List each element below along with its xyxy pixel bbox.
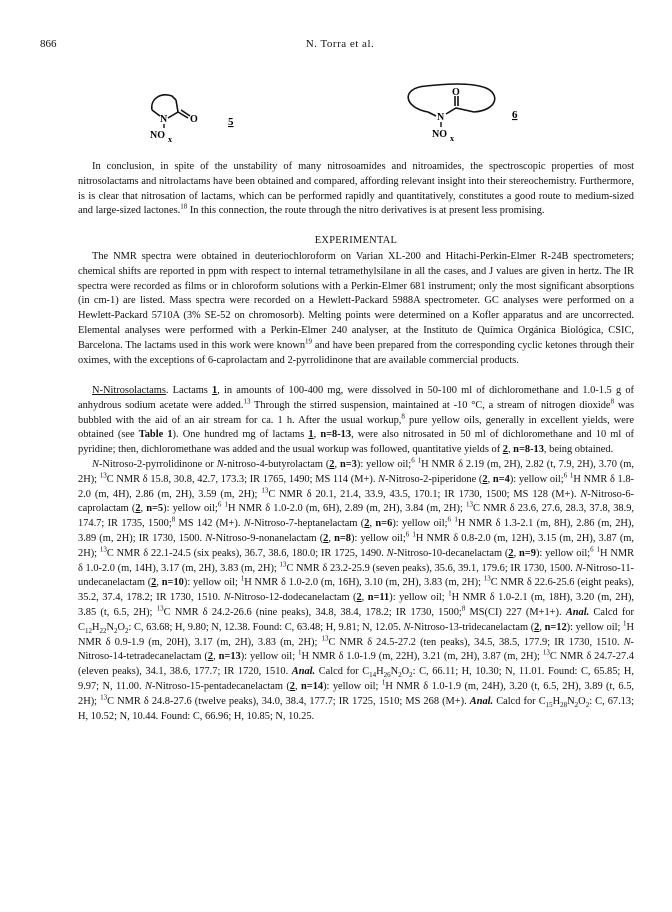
x-subscript: x <box>450 134 454 143</box>
experimental-heading: EXPERIMENTAL <box>314 235 398 246</box>
experimental-text-end: and have been prepared from the corresponding cyclic ketones through their oximes, with the exceptions of 6-caprolactam and 2-pyrrolidinone that are available commercial products. <box>78 339 635 366</box>
n-atom-label: N <box>437 112 445 123</box>
o-atom-label: O <box>452 87 460 98</box>
nitrosolactams-section: N-Nitrosolactams. Lactams 1, in amounts of 100-400 mg, were dissolved in 50-100 ml of dichloromethane and 1.0-1.5 g of anhydrous sodium acetate were added.$^{13}$ Through the stirred suspension, maintained at -10 °C, a stream of nitrogen dioxide$^8$ was bubbled with the aid of an air stream for ca. 1 h. After the usual workup,$^8$ pure yellow oils, generally in excellent yields, were obtained (see Table 1). One hundred mg of lactams 1, n=8-13, were also nitrosated in 50 ml of dichloromethane and 10 ml of pyridine; then, dichloromethane was added and the usual workup was followed, quantitative yields of 2, n=8-13, being obtained. N-Nitroso-2-pyrrolidinone or N-nitroso-4-butyrolactam (2, n=3): yellow oil;$^6$ $^1$H NMR δ 2.19 (m, 2H), 2.82 (t, 7.9, 2H), 3.70 (m, 2H); $^{13}$C NMR δ 15.8, 30.8, 42.7, 173.3; IR 1765, 1490; MS 114 (M+). N-Nitroso-2-piperidone (2, n=4): yellow oil;$^6$ $^1$H NMR δ 1.8-2.0 (m, 4H), 2.86 (m, 2H), 3.59 (m, 2H); $^{13}$C NMR δ 20.1, 21.4, 33.9, 43.5, 170.1; IR 1730, 1500; MS 128 (M+). N-Nitroso-6-caprolactam (2, n=5): yellow oil;$^6$ $^1$H NMR δ 1.0-2.0 (m, 6H), 2.89 (m, 2H), 3.84 (m, 2H); $^{13}$C NMR δ 23.6, 27.6, 28.3, 37.8, 38.9, 174.7; IR 1735, 1500;$^8$ MS 142 (M+). N-Nitroso-7-heptanelactam (2, n=6): yellow oil;$^6$ $^1$H NMR δ 1.3-2.1 (m, 8H), 2.86 (m, 2H), 3.89 (m, 2H); IR 1730, 1500. N-Nitroso-9-nonanelactam (2, n=8): yellow oil;$^6$ $^1$H NMR δ 0.8-2.0 (m, 12H), 3.15 (m, 2H), 3.87 (m, 2H); $^{13}$C NMR δ 22.1-24.5 (six peaks), 36.7, 38.6, 180.0; IR 1725, 1490. N-Nitroso-10-decanelactam (2, n=9): yellow oil;$^6$ $^1$H NMR δ 1.0-2.0 (m, 14H), 3.17 (m, 2H), 3.83 (m, 2H); $^{13}$C NMR δ 23.2-25.9 (seven peaks), 35.6, 39.1, 179.6; IR 1730, 1500. N-Nitroso-11-undecanelactam (2, n=10): yellow oil; $^1$H NMR δ 1.0-2.0 (m, 16H), 3.10 (m, 2H), 3.83 (m, 2H); $^{13}$C NMR δ 22.6-25.6 (eight peaks), 35.2, 37.4, 178.2; IR 1730, 1510. N-Nitroso-12-dodecanelactam (2, n=11): yellow oil; $^1$H NMR δ 1.0-2.1 (m, 18H), 3.20 (m, 2H), 3.85 (t, 6.5, 2H); $^{13}$C NMR δ 24.2-26.6 (nine peaks), 34.8, 38.4, 178.2; IR 1730, 1500;$^8$ MS(CI) 227 (M+1+). Anal. Calcd for $C_{12}H_{22}N_2O_2$: C, 63.68; H, 9.80; N, 12.38. Found: C, 63.48; H, 9.81; N, 12.05. N-Nitroso-13-tridecanelactam (2, n=12): yellow oil; $^1$H NMR δ 0.9-1.9 (m, 20H), 3.17 (m, 2H), 3.83 (m, 2H); $^{13}$C NMR δ 24.5-27.2 (ten peaks), 34.5, 38.5, 177.9; IR 1730, 1510. N-Nitroso-14-tetradecanelactam (2, n=13): yellow oil; $^1$H NMR δ 1.0-1.9 (m, 22H), 3.21 (m, 2H), 3.87 (m, 2H); $^{13}$C NMR δ 24.7-27.4 (eleven peaks), 34.1, 38.6, 177.7; IR 1720, 1510. Anal. Calcd for $C_{14}H_{26}N_2O_2$: C, 66.11; H, 10.30; N, 11.01. Found: C, 65.85; H, 9.97; N, 11.00. N-Nitroso-15-pentadecanelactam (2, n=14): yellow oil; $^1$H NMR δ 1.0-1.9 (m, 24H), 3.20 (t, 6.5, 2H), 3.89 (t, 6.5, 2H); $^{13}$C NMR δ 24.8-27.6 (twelve peaks), 34.0, 38.4, 177.7; IR 1725, 1510; MS 268 (M+). Anal. Calcd for $C_{15}H_{28}N_2O_2$: C, 67.13; H, 10.52; N, 10.44. Found: C, 66.96; H, 10.85; N, 10.25. <box>78 385 635 722</box>
compound-number-6: 6 <box>512 109 518 121</box>
reference-19: 19 <box>305 337 313 346</box>
o-atom-label: O <box>190 114 198 125</box>
chemical-structures <box>0 80 672 150</box>
conclusion-text-end: In this connection, the route through the nitro derivatives is at present less promising. <box>187 205 545 217</box>
experimental-paragraph-1 <box>78 250 634 368</box>
nitroso-label: NO <box>432 129 447 140</box>
reference-18: 18 <box>180 202 188 211</box>
n-atom-label: N <box>160 114 168 125</box>
conclusion-text: In conclusion, in spite of the unstability of many nitrosoamides and nitroamides, the spectroscopic properties of most nitrosolactams and nitrolactams have been obtained and compared, affording relevant insight into their stereochemistry. Furthermore, is is clear that nitrosation of lactams, which can be performed rapidly and quantitatively, constitutes a good route to medium-sized and large-sized lactones. <box>78 161 634 217</box>
nitroso-label: NO <box>150 130 165 141</box>
conclusion-paragraph <box>78 160 634 219</box>
structure-6 <box>408 84 518 143</box>
page-number: 866 <box>40 38 57 50</box>
running-title: N. Torra et al. <box>305 38 375 50</box>
running-header <box>40 38 640 54</box>
structure-5 <box>150 95 234 144</box>
experimental-text: The NMR spectra were obtained in deuteriochloroform on Varian XL-200 and Hitachi-Perkin-Elmer R-24B spectrometers; chemical shifts are reported in ppm with respect to internal tetramethylsilane in all the cases, and J values are given in hertz. The IR spectra were recorded as films or in chloroform solutions with a Perkin-Elmer 681 instrument; only the most significant absorptions (in cm-1) are listed. Mass spectra were recorded on a Hewlett-Packard 5988A spectrometer. GC analyses were performed on a Hewlett-Packard 5710A (3% SE-52 on chromosorb). Melting points were determined on a Kofler apparatus and are uncorrected. Elemental analyses were performed with a Perkin-Elmer 240 analyser, at the Instituto de Química Orgánica Biológica, CSIC, Barcelona. The lactams used in this work were known <box>78 251 634 351</box>
x-subscript: x <box>168 135 172 144</box>
compound-number-5: 5 <box>228 116 234 128</box>
